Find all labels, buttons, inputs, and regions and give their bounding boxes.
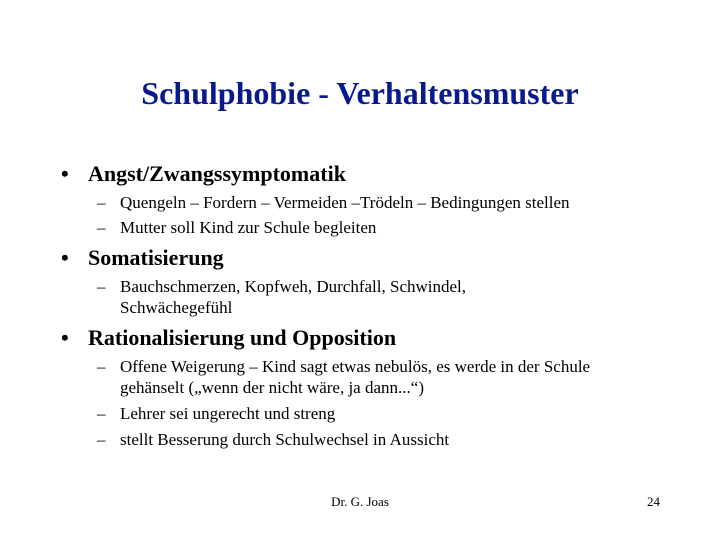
sub-item-text: Bauchschmerzen, Kopfweh, Durchfall, Schwindel, Schwächegefühl bbox=[120, 277, 467, 317]
bullet-icon: • bbox=[61, 161, 69, 186]
dash-icon: – bbox=[97, 357, 106, 376]
slide-title: Schulphobie - Verhaltensmuster bbox=[141, 75, 579, 111]
sub-item bbox=[97, 403, 680, 424]
bullet-rationalisierung bbox=[61, 325, 396, 351]
footer-page-number: 24 bbox=[647, 494, 660, 509]
dash-icon: – bbox=[97, 277, 106, 296]
sub-item-text: Lehrer sei ungerecht und streng bbox=[120, 404, 336, 423]
bullet-icon: • bbox=[61, 245, 69, 270]
dash-icon: – bbox=[97, 430, 106, 449]
sub-item bbox=[97, 192, 680, 213]
bullet-heading: Angst/Zwangssymptomatik bbox=[88, 161, 346, 186]
dash-icon: – bbox=[97, 218, 106, 237]
sub-item-text: Quengeln – Fordern – Vermeiden –Trödeln – Bedingungen stellen bbox=[120, 193, 570, 212]
sub-item bbox=[97, 276, 540, 318]
sub-item bbox=[97, 356, 625, 398]
footer-author: Dr. G. Joas bbox=[331, 494, 389, 509]
sub-item-text: Mutter soll Kind zur Schule begleiten bbox=[120, 218, 377, 237]
bullet-angst bbox=[61, 161, 346, 187]
dash-icon: – bbox=[97, 193, 106, 212]
sub-item bbox=[97, 217, 680, 238]
sub-item-text: stellt Besserung durch Schulwechsel in Aussicht bbox=[120, 430, 450, 449]
bullet-heading: Rationalisierung und Opposition bbox=[88, 325, 397, 350]
bullet-somatisierung bbox=[61, 245, 224, 271]
bullet-heading: Somatisierung bbox=[88, 245, 224, 270]
sub-item bbox=[97, 429, 680, 450]
bullet-icon: • bbox=[61, 325, 69, 350]
sub-item-text: Offene Weigerung – Kind sagt etwas nebulös, es werde in der Schule gehänselt („wenn der nicht wäre, ja dann...“) bbox=[120, 357, 591, 397]
dash-icon: – bbox=[97, 404, 106, 423]
